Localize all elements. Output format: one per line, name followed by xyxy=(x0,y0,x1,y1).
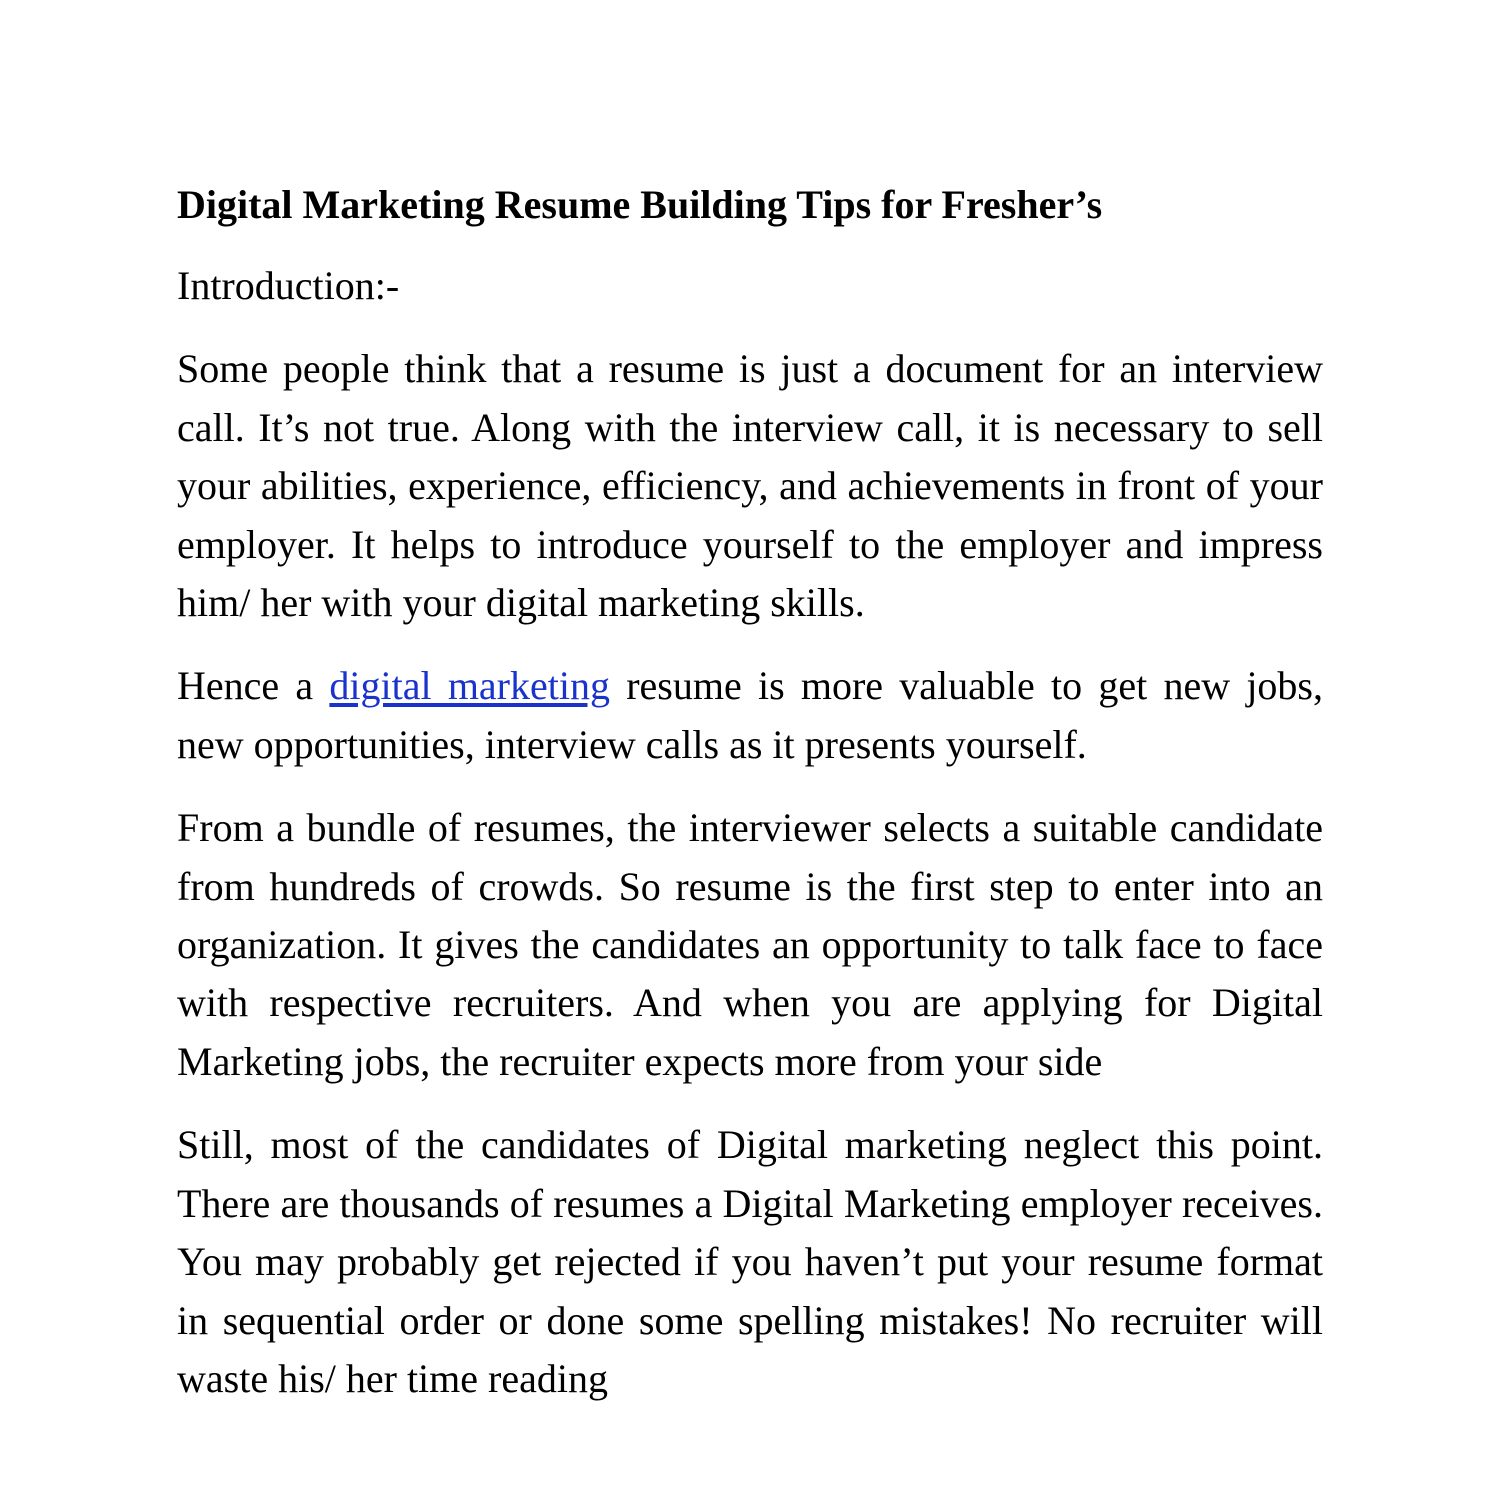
document-title: Digital Marketing Resume Building Tips for Fresher’s xyxy=(177,182,1103,227)
paragraph-2-start: Hence a xyxy=(177,663,330,709)
paragraph-4: Still, most of the candidates of Digital marketing neglect this point. There are thousands of resumes a Digital Marketing employer receives. You may probably get rejected if you haven’t put your resume format in sequential order or done some spelling mistakes! No recruiter will waste his/ her time reading xyxy=(177,1122,1323,1401)
paragraph-1: Some people think that a resume is just a document for an interview call. It’s not true. Along with the interview call, it is necessary to sell your abilities, experience, efficiency, and achievements in front of your employer. It helps to introduce yourself to the employer and impress him/ her with your digital marketing skills. xyxy=(177,346,1323,626)
paragraph-2-end: resume is more valuable to get new jobs, new opportunities, interview calls as it presents yourself. xyxy=(177,663,1324,767)
document-body xyxy=(177,178,1323,1433)
paragraph-2 xyxy=(177,657,1323,774)
intro-heading: Introduction:- xyxy=(177,263,400,308)
digital-marketing-link[interactable]: digital marketing xyxy=(329,663,610,709)
paragraph-3: From a bundle of resumes, the interviewer selects a suitable candidate from hundreds of crowds. So resume is the first step to enter into an organization. It gives the candidates an opportunity to talk face to face with respective recruiters. And when you are applying for Digital Marketing jobs, the recruiter expects more from your side xyxy=(177,805,1323,1084)
